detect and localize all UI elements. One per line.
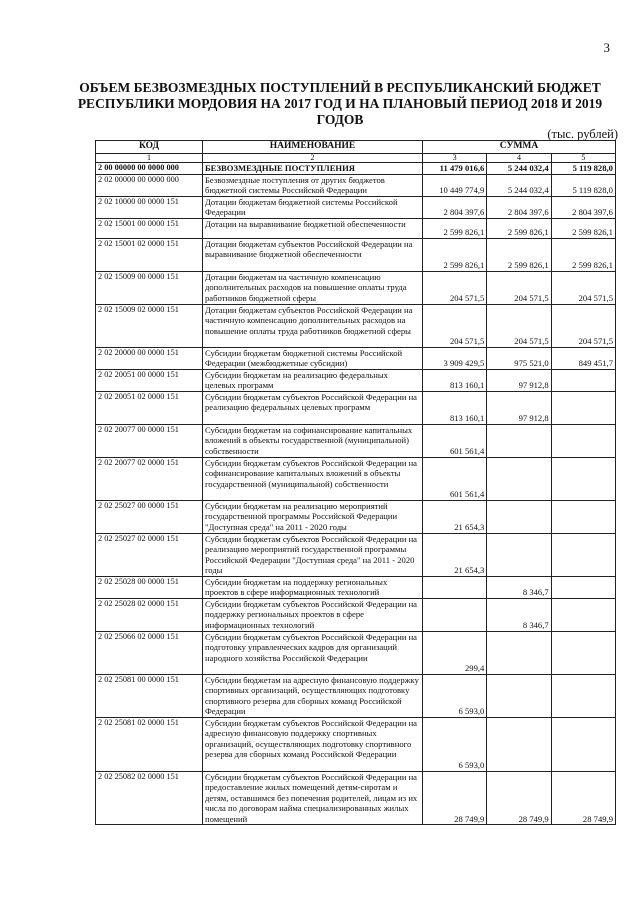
table-row [96,598,616,631]
row-sum-2017: 813 160,1 [423,369,487,391]
row-sum-2018 [487,674,551,717]
table-row [96,424,616,457]
page-number: 3 [603,40,610,55]
column-number: 2 [203,154,423,163]
row-sum-2017: 21 654,3 [423,500,487,533]
row-sum-2019: 5 119 828,0 [551,163,615,175]
row-code: 2 02 20051 00 0000 151 [96,369,203,391]
row-code: 2 02 25027 00 0000 151 [96,500,203,533]
row-code: 2 02 10000 00 0000 151 [96,196,203,218]
row-code: 2 02 20077 02 0000 151 [96,457,203,500]
row-sum-2018: 204 571,5 [487,271,551,304]
row-sum-2018: 2 804 397,6 [487,196,551,218]
row-sum-2017: 21 654,3 [423,533,487,576]
row-sum-2017: 299,4 [423,631,487,674]
row-sum-2019 [551,500,615,533]
row-sum-2017: 2 804 397,6 [423,196,487,218]
table-row [96,238,616,271]
row-sum-2019 [551,369,615,391]
row-sum-2018: 28 749,9 [487,771,551,825]
table-row [96,271,616,304]
row-sum-2019: 2 599 826,1 [551,218,615,238]
row-code: 2 02 20000 00 0000 151 [96,347,203,369]
row-sum-2018 [487,457,551,500]
row-sum-2018: 97 912,8 [487,391,551,424]
row-sum-2018: 5 244 032,4 [487,163,551,175]
row-name: Дотации бюджетам субъектов Российской Федерации на частичную компенсацию дополнительных расходов на повышение оплаты труда работников бюджетной сферы [203,304,423,347]
row-sum-2019 [551,391,615,424]
row-sum-2017 [423,598,487,631]
row-sum-2018 [487,500,551,533]
row-sum-2018: 8 346,7 [487,598,551,631]
row-sum-2019: 5 119 828,0 [551,174,615,196]
row-sum-2019 [551,533,615,576]
row-name: Дотации бюджетам на частичную компенсацию дополнительных расходов на повышение оплаты труда работников бюджетной сферы [203,271,423,304]
row-code: 2 02 15001 02 0000 151 [96,238,203,271]
row-code: 2 00 00000 00 0000 000 [96,163,203,175]
row-code: 2 02 15009 02 0000 151 [96,304,203,347]
column-number-row [96,154,616,163]
row-name: Дотации бюджетам субъектов Российской Федерации на выравнивание бюджетной обеспеченности [203,238,423,271]
row-sum-2019 [551,424,615,457]
row-sum-2018 [487,424,551,457]
row-sum-2017: 28 749,9 [423,771,487,825]
row-name: Субсидии бюджетам на адресную финансовую поддержку спортивных организаций, осуществляющих подготовку спортивного резерва для сборных команд Российской Федерации [203,674,423,717]
row-name: БЕЗВОЗМЕЗДНЫЕ ПОСТУПЛЕНИЯ [203,163,423,175]
row-code: 2 02 25081 02 0000 151 [96,717,203,771]
row-sum-2019: 204 571,5 [551,304,615,347]
row-sum-2017: 10 449 774,9 [423,174,487,196]
table-row [96,174,616,196]
row-name: Субсидии бюджетам на поддержку региональных проектов в сфере информационных технологий [203,576,423,598]
row-code: 2 02 20077 00 0000 151 [96,424,203,457]
row-sum-2018 [487,717,551,771]
row-code: 2 02 15001 00 0000 151 [96,218,203,238]
row-code: 2 02 25081 00 0000 151 [96,674,203,717]
row-name: Субсидии бюджетам бюджетной системы Российской Федерации (межбюджетные субсидии) [203,347,423,369]
row-sum-2017: 11 479 016,6 [423,163,487,175]
row-code: 2 02 20051 02 0000 151 [96,391,203,424]
row-sum-2017: 813 160,1 [423,391,487,424]
column-number: 1 [96,154,203,163]
row-sum-2019: 2 599 826,1 [551,238,615,271]
column-number: 5 [551,154,615,163]
row-sum-2018: 204 571,5 [487,304,551,347]
row-sum-2017: 3 909 429,5 [423,347,487,369]
table-row [96,369,616,391]
row-name: Субсидии бюджетам субъектов Российской Федерации на предоставление жилых помещений детям-сиротам и детям, оставшимся без попечения родителей, лицам из их числа по договорам найма специализированных жилых помещений [203,771,423,825]
row-sum-2017: 601 561,4 [423,457,487,500]
row-name: Субсидии бюджетам на софинансирование капитальных вложений в объекты государственной (муниципальной) собственности [203,424,423,457]
column-number: 4 [487,154,551,163]
row-sum-2018 [487,631,551,674]
row-sum-2019: 2 804 397,6 [551,196,615,218]
column-number: 3 [423,154,487,163]
row-sum-2018: 975 521,0 [487,347,551,369]
row-sum-2019 [551,631,615,674]
row-name: Субсидии бюджетам субъектов Российской Федерации на реализацию мероприятий государственной программы Российской Федерации "Доступная среда" на 2011 - 2020 годы [203,533,423,576]
row-code: 2 02 15009 00 0000 151 [96,271,203,304]
table-row [96,674,616,717]
row-name: Субсидии бюджетам на реализацию федеральных целевых программ [203,369,423,391]
table-row [96,218,616,238]
row-name: Субсидии бюджетам субъектов Российской Федерации на реализацию федеральных целевых программ [203,391,423,424]
row-sum-2019: 204 571,5 [551,271,615,304]
row-code: 2 02 25027 02 0000 151 [96,533,203,576]
row-sum-2017: 6 593,0 [423,717,487,771]
row-sum-2019: 28 749,9 [551,771,615,825]
row-name: Субсидии бюджетам на реализацию мероприятий государственной программы Российской Федерации "Доступная среда" на 2011 - 2020 годы [203,500,423,533]
table-row [96,631,616,674]
budget-table [95,140,616,825]
row-code: 2 02 25082 02 0000 151 [96,771,203,825]
table-row [96,771,616,825]
table-row [96,576,616,598]
row-sum-2017: 2 599 826,1 [423,238,487,271]
table-row [96,391,616,424]
table-row [96,533,616,576]
header-code: КОД [96,141,203,154]
row-sum-2018: 8 346,7 [487,576,551,598]
row-sum-2017: 6 593,0 [423,674,487,717]
row-sum-2018: 5 244 032,4 [487,174,551,196]
row-code: 2 02 25066 02 0000 151 [96,631,203,674]
row-sum-2017: 204 571,5 [423,271,487,304]
unit-label: (тыс. рублей) [547,127,618,141]
header-name: НАИМЕНОВАНИЕ [203,141,423,154]
row-sum-2018: 97 912,8 [487,369,551,391]
header-sum: СУММА [423,141,616,154]
table-row [96,196,616,218]
table-row [96,500,616,533]
table-row [96,304,616,347]
row-code: 2 02 00000 00 0000 000 [96,174,203,196]
document-title: ОБЪЕМ БЕЗВОЗМЕЗДНЫХ ПОСТУПЛЕНИЙ В РЕСПУБЛИКАНСКИЙ БЮДЖЕТ РЕСПУБЛИКИ МОРДОВИЯ НА 2017 ГОД И НА ПЛАНОВЫЙ ПЕРИОД 2018 И 2019 ГОДОВ [77,80,603,127]
row-sum-2019 [551,674,615,717]
row-sum-2017: 2 599 826,1 [423,218,487,238]
table-row [96,457,616,500]
row-sum-2019: 849 451,7 [551,347,615,369]
row-sum-2018: 2 599 826,1 [487,238,551,271]
row-sum-2019 [551,598,615,631]
row-sum-2017: 204 571,5 [423,304,487,347]
row-name: Субсидии бюджетам субъектов Российской Федерации на подготовку управленческих кадров для организаций народного хозяйства Российской Федерации [203,631,423,674]
table-row [96,717,616,771]
table-row [96,163,616,175]
row-name: Дотации бюджетам бюджетной системы Российской Федерации [203,196,423,218]
table-row [96,347,616,369]
row-sum-2018 [487,533,551,576]
row-sum-2017 [423,576,487,598]
row-sum-2017: 601 561,4 [423,424,487,457]
row-name: Субсидии бюджетам субъектов Российской Федерации на адресную финансовую поддержку спортивных организаций, осуществляющих подготовку спортивного резерва для сборных команд Российской Федерации [203,717,423,771]
row-code: 2 02 25028 02 0000 151 [96,598,203,631]
row-sum-2018: 2 599 826,1 [487,218,551,238]
row-code: 2 02 25028 00 0000 151 [96,576,203,598]
row-sum-2019 [551,457,615,500]
row-name: Дотации на выравнивание бюджетной обеспеченности [203,218,423,238]
row-sum-2019 [551,717,615,771]
row-sum-2019 [551,576,615,598]
row-name: Субсидии бюджетам субъектов Российской Федерации на софинансирование капитальных вложений в объекты государственной (муниципальной) собственности [203,457,423,500]
row-name: Безвозмездные поступления от других бюджетов бюджетной системы Российской Федерации [203,174,423,196]
row-name: Субсидии бюджетам субъектов Российской Федерации на поддержку региональных проектов в сфере информационных технологий [203,598,423,631]
